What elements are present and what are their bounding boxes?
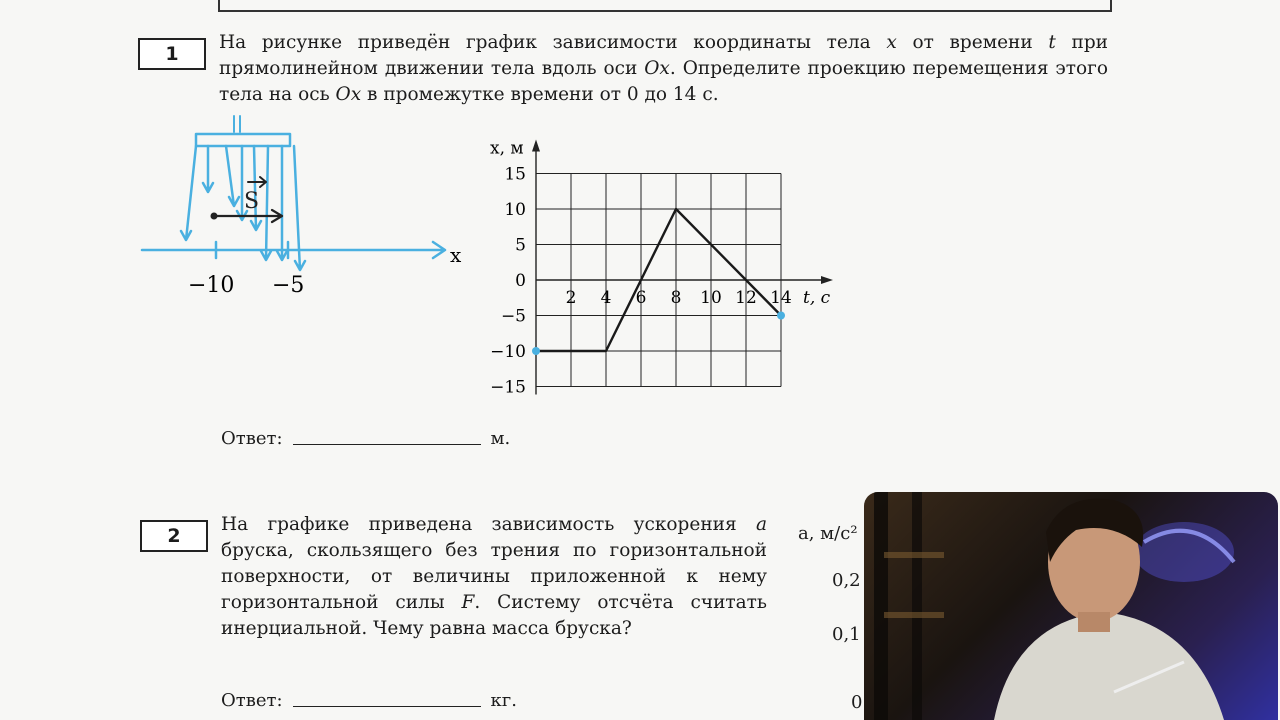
task-2-tick-1: 0,2 [832, 570, 861, 591]
answer-field[interactable] [293, 705, 481, 707]
task-1-answer [221, 428, 510, 449]
task-2-axis-label: a, м/с² [798, 523, 858, 544]
sketch-mark [234, 116, 240, 132]
x-axis-label: t, с [803, 288, 831, 308]
task-2-answer [221, 690, 517, 711]
sketch-arrow [181, 146, 196, 240]
sketch-tick-b: −5 [272, 273, 305, 298]
x-tick-label: 14 [770, 288, 792, 308]
answer-label: Ответ: [221, 690, 283, 711]
task-2-tick-3: 0 [851, 692, 863, 713]
webcam-overlay [864, 492, 1278, 720]
answer-unit: м. [490, 428, 511, 449]
sketch-tick-a: −10 [188, 273, 235, 298]
y-tick-label: −15 [490, 377, 526, 398]
sketch-arrow [277, 146, 287, 260]
y-tick-label: 15 [504, 164, 526, 185]
y-tick-label: 10 [504, 200, 526, 220]
task-1-text: На рисунке приведён график зависимости координаты тела x от времени t при прямолинейном движении тела вдоль оси Ox. Определите проекцию перемещения этого тела на ось Ox в промежутке времени от 0 до 14 с. [219, 32, 1108, 105]
sketch-arrow [261, 146, 271, 260]
y-axis-label: x, м [490, 138, 524, 159]
task-1-number: 1 [138, 38, 206, 70]
highlighted-point [777, 312, 785, 320]
sketch-bracket [196, 134, 290, 146]
start-dot [211, 213, 218, 220]
y-tick-label: 0 [515, 271, 526, 291]
sketch-axis [142, 242, 445, 258]
x-tick-label: 10 [700, 288, 722, 308]
x-tick-label: 6 [635, 288, 647, 308]
sketch-arrow [203, 146, 213, 192]
handwritten-sketch [130, 110, 480, 310]
task-2-tick-2: 0,1 [832, 624, 861, 645]
answer-label: Ответ: [221, 428, 283, 449]
highlighted-point [532, 347, 540, 355]
task-2-text: На графике приведена зависимость ускорения a бруска, скользящего без трения по горизонтальной поверхности, от величины приложенной к нему горизонтальной силы F. Систему отсчёта считать инерциальной. Чему равна масса бруска? [221, 514, 767, 639]
sketch-arrow [226, 146, 239, 206]
presenter-video [864, 492, 1278, 720]
sketch-arrow [251, 146, 261, 230]
sketch-label-s: S [244, 189, 260, 214]
coordinate-time-chart [480, 128, 850, 408]
x-tick-label: 12 [735, 288, 757, 308]
y-axis-arrow [532, 140, 540, 152]
y-tick-label: −10 [490, 342, 526, 362]
x-tick-label: 4 [600, 288, 612, 308]
x-axis-arrow [821, 276, 833, 284]
y-tick-label: −5 [500, 306, 526, 327]
vector-s-arrow [248, 177, 266, 187]
sketch-arrow [294, 146, 305, 270]
x-tick-label: 8 [670, 288, 682, 308]
answer-field[interactable] [293, 443, 481, 445]
task-2-number: 2 [140, 520, 208, 552]
x-tick-label: 2 [565, 288, 577, 308]
y-tick-label: 5 [515, 235, 526, 256]
sketch-label-x: x [450, 243, 462, 267]
previous-task-frame [218, 0, 1112, 12]
answer-unit: кг. [490, 690, 517, 711]
